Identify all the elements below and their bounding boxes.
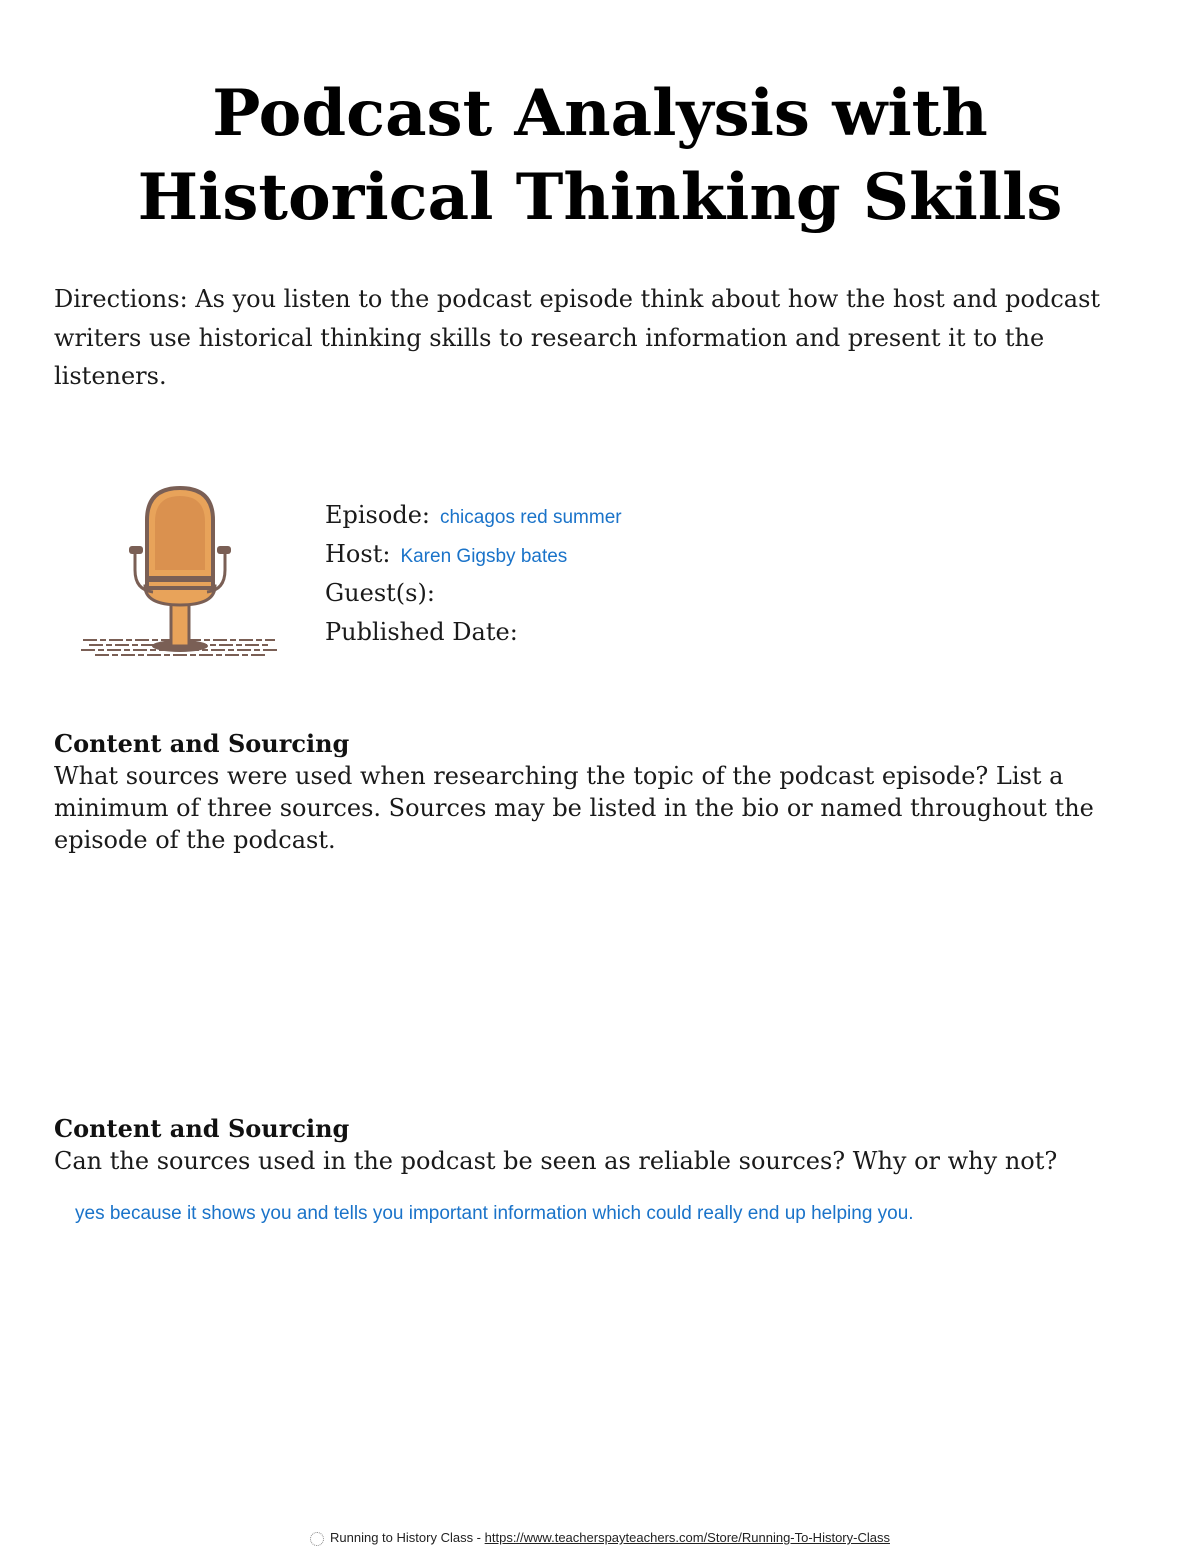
episode-row xyxy=(325,496,622,535)
title-line-1: Podcast Analysis with xyxy=(212,76,988,151)
microphone-icon xyxy=(75,480,285,660)
episode-label: Episode: xyxy=(325,501,430,529)
guests-row xyxy=(325,574,622,613)
footer-text: Running to History Class - xyxy=(330,1530,485,1545)
copyright-icon xyxy=(310,1532,324,1546)
page-title xyxy=(0,72,1200,240)
host-field[interactable]: Karen Gigsby bates xyxy=(400,546,568,567)
episode-field[interactable]: chicagos red summer xyxy=(439,507,622,528)
title-line-2: Historical Thinking Skills xyxy=(137,160,1063,235)
episode-info xyxy=(325,496,622,652)
date-row xyxy=(325,613,622,652)
footer-link[interactable]: https://www.teacherspayteachers.com/Store/Running-To-History-Class xyxy=(484,1530,890,1545)
footer xyxy=(0,1530,1200,1546)
section-heading: Content and Sourcing xyxy=(54,729,350,758)
section-prompt: What sources were used when researching the topic of the podcast episode? List a minimum of three sources. Sources may be listed in the bio or named throughout the episode of the podcast. xyxy=(54,762,1094,854)
reliability-answer-field[interactable]: yes because it shows you and tells you important information which could really end up helping you. xyxy=(75,1203,914,1224)
date-label: Published Date: xyxy=(325,618,518,646)
section-prompt: Can the sources used in the podcast be seen as reliable sources? Why or why not? xyxy=(54,1147,1058,1175)
guests-label: Guest(s): xyxy=(325,579,435,607)
host-row xyxy=(325,535,622,574)
directions-text: Directions: As you listen to the podcast episode think about how the host and podcast writers use historical thinking skills to research information and present it to the listeners. xyxy=(54,285,1101,390)
host-label: Host: xyxy=(325,540,391,568)
section-heading: Content and Sourcing xyxy=(54,1114,350,1143)
section-reliability xyxy=(54,1113,1154,1177)
section-sources xyxy=(54,728,1154,856)
